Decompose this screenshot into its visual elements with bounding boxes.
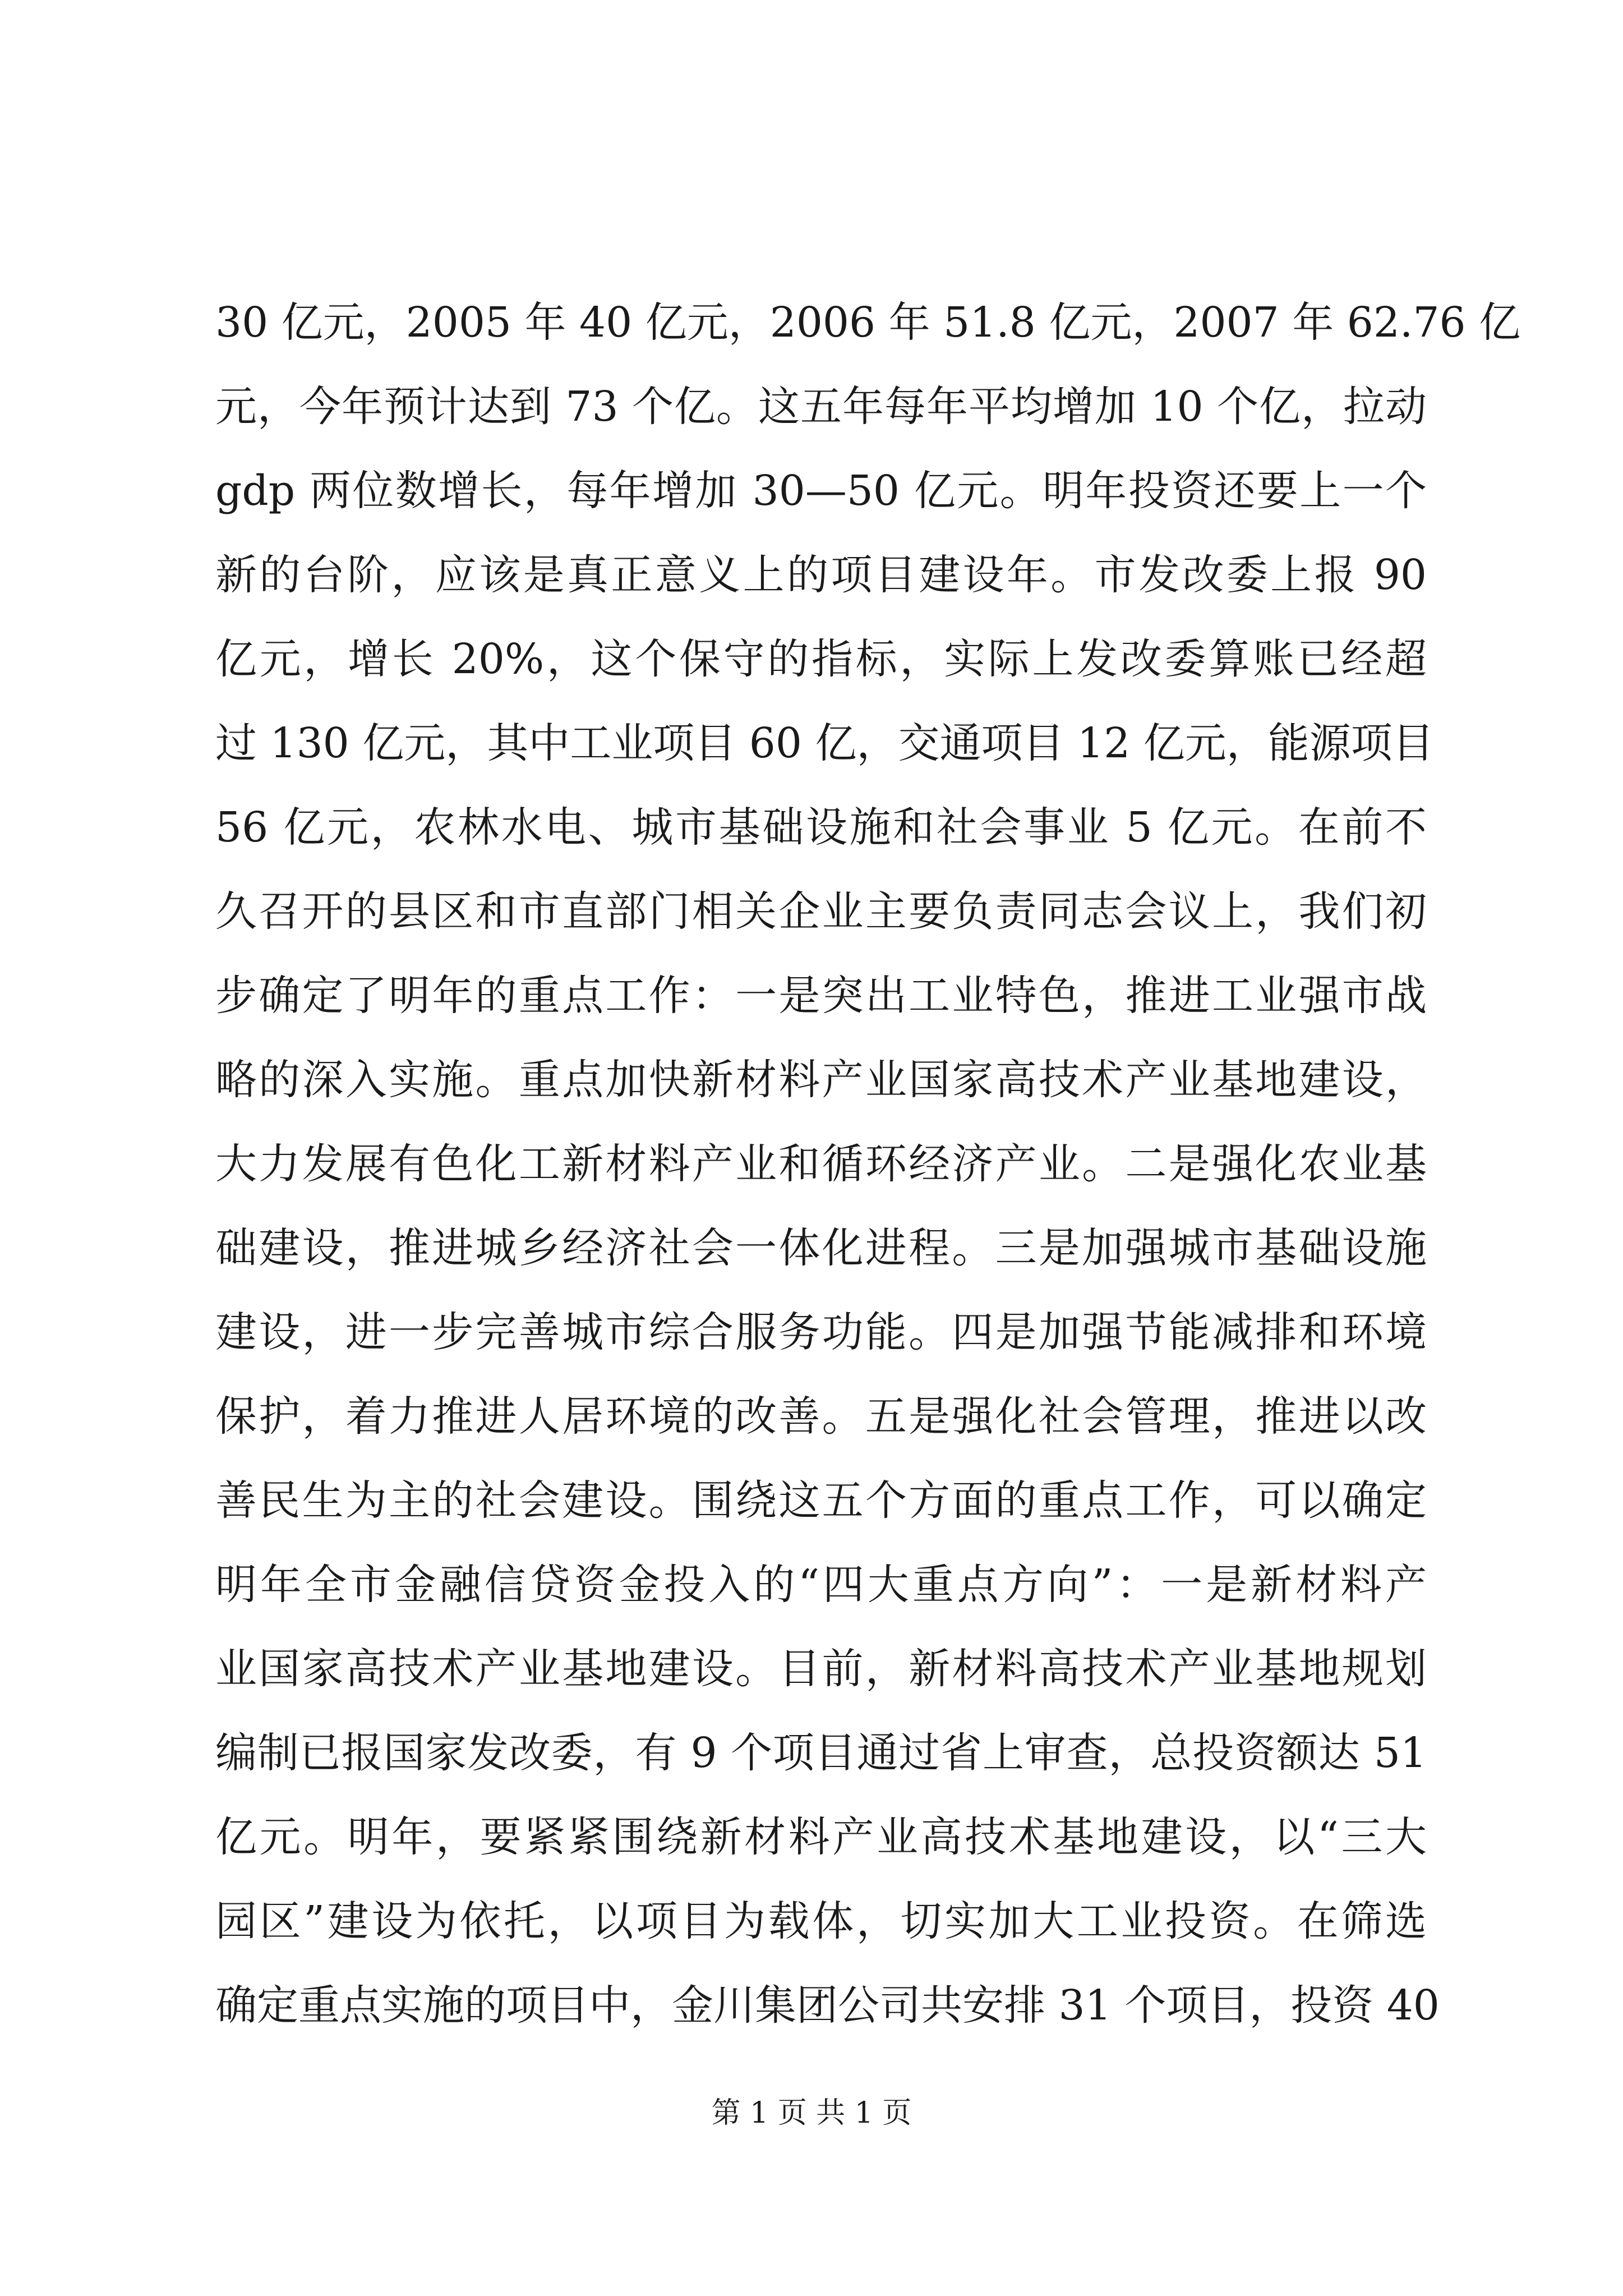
text-line: 建设，进一步完善城市综合服务功能。四是加强节能减排和环境: [215, 1308, 1427, 1356]
text-line: 亿元。明年，要紧紧围绕新材料产业高技术基地建设，以“三大: [215, 1813, 1427, 1861]
text-line: 业国家高技术产业基地建设。目前，新材料高技术产业基地规划: [215, 1645, 1427, 1693]
page-footer: 第 1 页 共 1 页: [711, 2096, 912, 2130]
text-line: 略的深入实施。重点加快新材料产业国家高技术产业基地建设，: [215, 1056, 1427, 1104]
text-line: 明年全市金融信贷资金投入的“四大重点方向”：一是新材料产: [215, 1561, 1427, 1609]
text-line: 元，今年预计达到 73 个亿。这五年每年平均增加 10 个亿，拉动: [215, 383, 1427, 431]
body-text: [215, 280, 1521, 2047]
text-line: 亿元，增长 20%，这个保守的指标，实际上发改委算账已经超: [215, 635, 1427, 683]
text-line: 确定重点实施的项目中，金川集团公司共安排 31 个项目，投资 40: [215, 1981, 1440, 2030]
text-line: 善民生为主的社会建设。围绕这五个方面的重点工作，可以确定: [215, 1476, 1427, 1525]
text-line: 编制已报国家发改委，有 9 个项目通过省上审查，总投资额达 51: [215, 1729, 1427, 1777]
text-line: 大力发展有色化工新材料产业和循环经济产业。二是强化农业基: [215, 1140, 1427, 1188]
text-line: 础建设，推进城乡经济社会一体化进程。三是加强城市基础设施: [215, 1224, 1427, 1272]
text-line: 久召开的县区和市直部门相关企业主要负责同志会议上，我们初: [215, 887, 1427, 936]
text-line: 30 亿元，2005 年 40 亿元，2006 年 51.8 亿元，2007 年 62.76 亿: [215, 298, 1521, 347]
text-line: 园区”建设为依托，以项目为载体，切实加大工业投资。在筛选: [215, 1897, 1427, 1945]
text-line: 保护，着力推进人居环境的改善。五是强化社会管理，推进以改: [215, 1392, 1427, 1441]
text-line: gdp 两位数增长，每年增加 30—50 亿元。明年投资还要上一个: [215, 467, 1427, 515]
text-line: 新的台阶，应该是真正意义上的项目建设年。市发改委上报 90: [215, 551, 1427, 599]
text-line: 56 亿元，农林水电、城市基础设施和社会事业 5 亿元。在前不: [215, 803, 1427, 852]
text-line: 过 130 亿元，其中工业项目 60 亿，交通项目 12 亿元，能源项目: [215, 719, 1434, 767]
text-line: 步确定了明年的重点工作：一是突出工业特色，推进工业强市战: [215, 972, 1427, 1020]
